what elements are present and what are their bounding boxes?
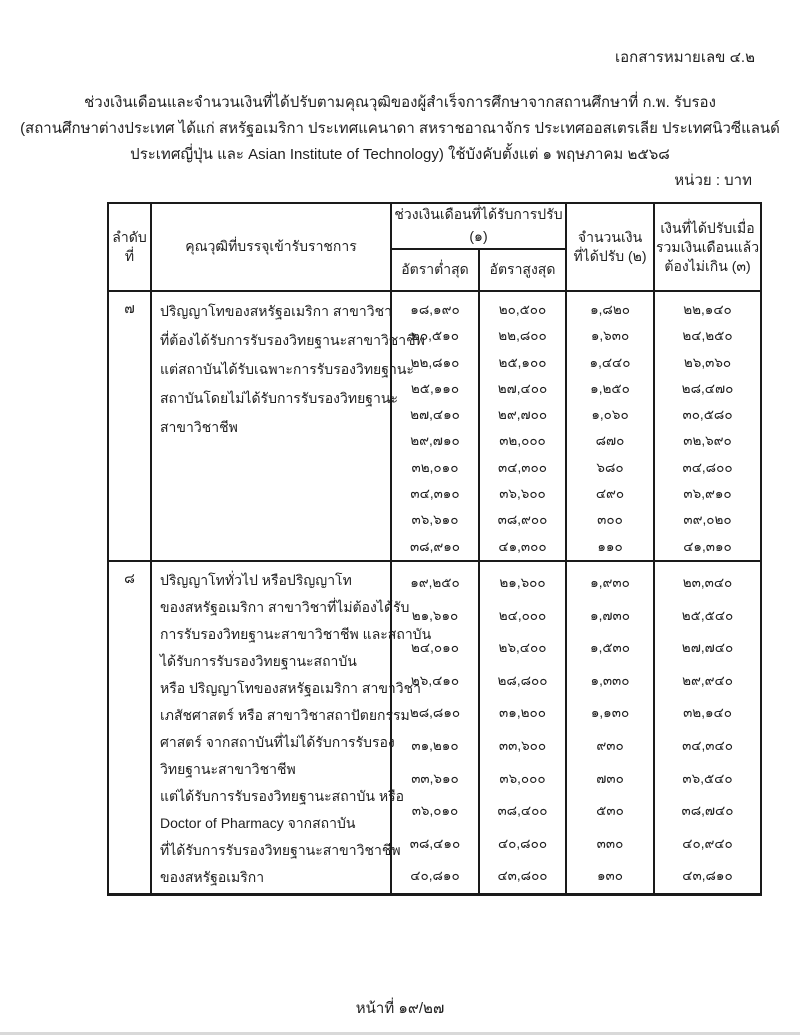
adjust-amount-value: ๑,๐๖๐: [591, 407, 629, 423]
qualification-line: เภสัชศาสตร์ หรือ สาขาวิชาสถาปัตยกรรม: [160, 706, 410, 723]
max-rate-value: ๓๘,๔๐๐: [497, 803, 548, 819]
min-rate-value: ๑๘,๑๙๐: [410, 302, 460, 317]
qualification-line: แต่สถาบันได้รับเฉพาะการรับรองวิทยฐานะ: [160, 361, 414, 377]
cap-amount-value: ๓๐,๕๘๐: [682, 407, 733, 423]
col-header-amount: [566, 203, 654, 291]
amount-header-line: ที่ได้ปรับ (๒): [573, 248, 647, 264]
min-rate-value: ๓๔,๓๑๐: [410, 486, 460, 502]
max-rate-value: ๓๔,๓๐๐: [498, 459, 547, 475]
cap-amount-value: ๒๓,๓๔๐: [682, 574, 733, 590]
min-rate-value: ๒๒,๘๑๐: [410, 354, 460, 370]
page-number: หน้าที่ ๑๙/๒๗: [355, 999, 445, 1017]
title-line-1: ช่วงเงินเดือนและจำนวนเงินที่ได้ปรับตามคุณวุฒิของผู้สำเร็จการศึกษาจากสถานศึกษาที่ ก.พ. รับรอง: [84, 94, 716, 111]
min-rate-value: ๒๔,๐๑๐: [411, 640, 459, 656]
max-rate-value: ๓๖,๐๐๐: [499, 770, 546, 786]
cap-header-line: รวมเงินเดือนแล้ว: [655, 238, 760, 255]
cap-amount-value: ๓๔,๘๐๐: [682, 459, 733, 475]
max-rate-value: ๔๓,๘๐๐: [497, 868, 548, 884]
adjust-amount-value: ๓๓๐: [596, 835, 624, 851]
max-rate-value: ๓๒,๐๐๐: [499, 433, 546, 449]
col-header-range-group: ช่วงเงินเดือนที่ได้รับการปรับ (๑): [391, 203, 566, 249]
adjust-amount-value: ๑,๔๔๐: [589, 354, 631, 370]
cap-amount-value: ๒๕,๕๔๐: [681, 607, 734, 623]
cap-amount-value: ๓๖,๕๔๐: [682, 770, 733, 786]
adjust-amount-column: [566, 291, 654, 561]
max-rate-value: ๒๘,๘๐๐: [497, 672, 548, 688]
cap-amount-value: ๒๗,๗๔๐: [681, 640, 734, 656]
seq-header-line: ลำดับ: [112, 229, 147, 245]
cap-amount-value: ๓๖,๙๑๐: [683, 486, 732, 502]
min-rate-value: ๑๙,๒๕๐: [410, 574, 460, 590]
col-header-qualification: คุณวุฒิที่บรรจุเข้ารับราชการ: [151, 203, 391, 291]
cap-amount-value: ๓๒,๖๙๐: [683, 433, 732, 449]
adjust-amount-value: ๕๓๐: [596, 803, 624, 819]
col-header-seq: [108, 203, 151, 291]
cap-amount-value: ๓๒,๑๔๐: [683, 705, 732, 721]
max-rate-column: [479, 291, 566, 561]
qualification-line: ที่ได้รับการรับรองวิทยฐานะสาขาวิชาชีพ: [160, 841, 401, 858]
max-rate-value: ๔๑,๓๐๐: [498, 538, 547, 554]
qualification-line: Doctor of Pharmacy จากสถาบัน: [160, 814, 356, 831]
qualification-line: แต่ได้รับการรับรองวิทยฐานะสถาบัน หรือ: [160, 787, 405, 804]
adjust-amount-value: ๑,๘๒๐: [590, 302, 630, 317]
adjust-amount-value: ๓๐๐: [597, 512, 623, 528]
qualification-line: ที่ต้องได้รับการรับรองวิทยฐานะสาขาวิชาชีพ: [160, 332, 425, 348]
seq-header-line: ที่: [124, 248, 135, 264]
cap-amount-value: ๓๙,๐๒๐: [683, 512, 732, 528]
min-rate-value: ๓๑,๒๑๐: [411, 737, 459, 753]
unit-label: หน่วย : บาท: [674, 172, 752, 189]
amount-header-line: จำนวนเงิน: [577, 229, 643, 245]
document-title: [0, 90, 800, 168]
adjust-amount-value: ๑๓๐: [596, 868, 624, 884]
adjust-amount-value: ๙๓๐: [596, 737, 624, 753]
min-rate-value: ๓๖,๐๑๐: [411, 803, 459, 819]
adjust-amount-value: ๑,๗๓๐: [590, 607, 630, 623]
qualification-line: สถาบันโดยไม่ได้รับการรับรองวิทยฐานะ: [160, 390, 398, 406]
max-rate-value: ๔๐,๘๐๐: [497, 835, 548, 851]
qualification-line: ของสหรัฐอเมริกา: [160, 868, 265, 885]
adjust-amount-value: ๑,๑๓๐: [590, 705, 630, 721]
cap-amount-value: ๒๔,๒๕๐: [682, 328, 733, 344]
qualification-cell: [151, 561, 432, 894]
qualification-line: ปริญญาโทของสหรัฐอเมริกา สาขาวิชา: [160, 303, 392, 319]
qualification-cell: [151, 291, 425, 561]
adjust-amount-value: ๑๑๐: [597, 538, 623, 554]
qualification-line: สาขาวิชาชีพ: [160, 419, 238, 435]
min-rate-value: ๒๗,๔๑๐: [410, 407, 460, 423]
min-rate-value: ๒๘,๘๑๐: [409, 705, 461, 721]
max-rate-value: ๒๖,๔๐๐: [498, 640, 547, 656]
min-rate-value: ๓๒,๐๑๐: [411, 459, 459, 475]
max-rate-value: ๒๑,๖๐๐: [499, 574, 546, 590]
adjust-amount-value: ๑,๖๓๐: [590, 328, 630, 344]
min-rate-value: ๒๙,๗๑๐: [410, 433, 460, 449]
cap-header-line: ต้องไม่เกิน (๓): [664, 257, 751, 274]
cap-amount-value: ๔๑,๓๑๐: [683, 538, 732, 554]
max-rate-value: ๒๔,๐๐๐: [498, 607, 547, 623]
min-rate-value: ๒๕,๑๑๐: [410, 380, 460, 396]
adjust-amount-value: ๘๗๐: [595, 433, 625, 449]
adjust-amount-value: ๑,๙๓๐: [590, 574, 630, 590]
doc-number: เอกสารหมายเลข ๔.๒: [615, 49, 755, 66]
max-rate-value: ๒๐,๕๐๐: [498, 302, 547, 317]
qualification-line: วิทยฐานะสาขาวิชาชีพ: [160, 760, 296, 777]
min-rate-value: ๓๓,๖๑๐: [411, 770, 459, 786]
adjust-amount-value: ๖๘๐: [596, 459, 624, 475]
cap-header-line: เงินที่ได้ปรับเมื่อ: [660, 219, 755, 236]
title-line-2: (สถานศึกษาต่างประเทศ ได้แก่ สหรัฐอเมริกา ประเทศแคนาดา สหราชอาณาจักร ประเทศออสเตรเลีย ประเทศนิวซีแลนด์: [20, 120, 780, 137]
salary-adjustment-table: [107, 202, 762, 896]
min-rate-value: ๒๑,๖๑๐: [411, 607, 459, 623]
title-line-3: ประเทศญี่ปุ่น และ Asian Institute of Technology) ใช้บังคับตั้งแต่ ๑ พฤษภาคม ๒๕๖๘: [130, 146, 670, 163]
min-rate-value: ๒๐,๕๑๐: [411, 328, 459, 344]
col-header-min-rate: อัตราต่ำสุด: [391, 249, 479, 291]
qualification-line: หรือ ปริญญาโทของสหรัฐอเมริกา สาขาวิชา: [160, 679, 421, 696]
max-rate-value: ๒๗,๔๐๐: [497, 380, 548, 396]
cap-amount-value: ๓๔,๓๔๐: [682, 737, 733, 753]
cap-amount-value: ๒๘,๔๗๐: [681, 380, 734, 396]
cap-amount-value: ๒๙,๙๔๐: [682, 672, 733, 688]
min-rate-value: ๔๐,๘๑๐: [410, 868, 460, 884]
qualification-line: ได้รับการรับรองวิทยฐานะสถาบัน: [160, 652, 357, 669]
max-rate-value: ๓๑,๒๐๐: [499, 705, 546, 721]
cap-amount-value: ๒๒,๑๔๐: [683, 302, 732, 317]
cap-amount-value: ๔๐,๙๔๐: [682, 835, 733, 851]
max-rate-value: ๒๕,๑๐๐: [498, 354, 547, 370]
max-rate-value: ๓๖,๖๐๐: [499, 486, 546, 502]
max-rate-value: ๒๙,๗๐๐: [497, 407, 548, 423]
cap-amount-column: [654, 561, 761, 894]
seq-cell: ๘: [108, 561, 151, 894]
qualification-line: ปริญญาโททั่วไป หรือปริญญาโท: [160, 571, 352, 588]
min-rate-value: ๓๘,๙๑๐: [409, 538, 461, 554]
table-section-7: [108, 291, 761, 561]
max-rate-value: ๓๘,๙๐๐: [497, 512, 548, 528]
min-rate-value: ๓๘,๔๑๐: [409, 835, 461, 851]
min-rate-value: ๓๖,๖๑๐: [411, 512, 459, 528]
qualification-line: ศาสตร์ จากสถาบันที่ไม่ได้รับการรับรอง: [160, 733, 395, 750]
col-header-cap: [654, 203, 761, 291]
table-section-8: [108, 561, 761, 894]
cap-amount-column: [654, 291, 761, 561]
table-header: [108, 203, 761, 291]
max-rate-value: ๓๓,๖๐๐: [498, 737, 547, 753]
seq-cell: ๗: [108, 291, 151, 561]
adjust-amount-value: ๔๙๐: [595, 486, 625, 502]
max-rate-value: ๒๒,๘๐๐: [498, 328, 547, 344]
qualification-line: การรับรองวิทยฐานะสาขาวิชาชีพ และสถาบัน: [160, 625, 432, 642]
qualification-line: ของสหรัฐอเมริกา สาขาวิชาที่ไม่ต้องได้รับ: [160, 598, 410, 615]
cap-amount-value: ๔๓,๘๑๐: [682, 868, 733, 884]
adjust-amount-column: [566, 561, 654, 894]
adjust-amount-value: ๑,๓๓๐: [590, 672, 630, 688]
cap-amount-value: ๒๖,๓๖๐: [683, 354, 732, 370]
min-rate-value: ๒๖,๔๑๐: [410, 672, 460, 688]
adjust-amount-value: ๗๓๐: [596, 770, 624, 786]
adjust-amount-value: ๑,๒๕๐: [590, 380, 630, 396]
cap-amount-value: ๓๘,๗๔๐: [681, 803, 734, 819]
adjust-amount-value: ๑,๕๓๐: [590, 640, 631, 656]
max-rate-column: [479, 561, 566, 894]
col-header-max-rate: อัตราสูงสุด: [479, 249, 566, 291]
